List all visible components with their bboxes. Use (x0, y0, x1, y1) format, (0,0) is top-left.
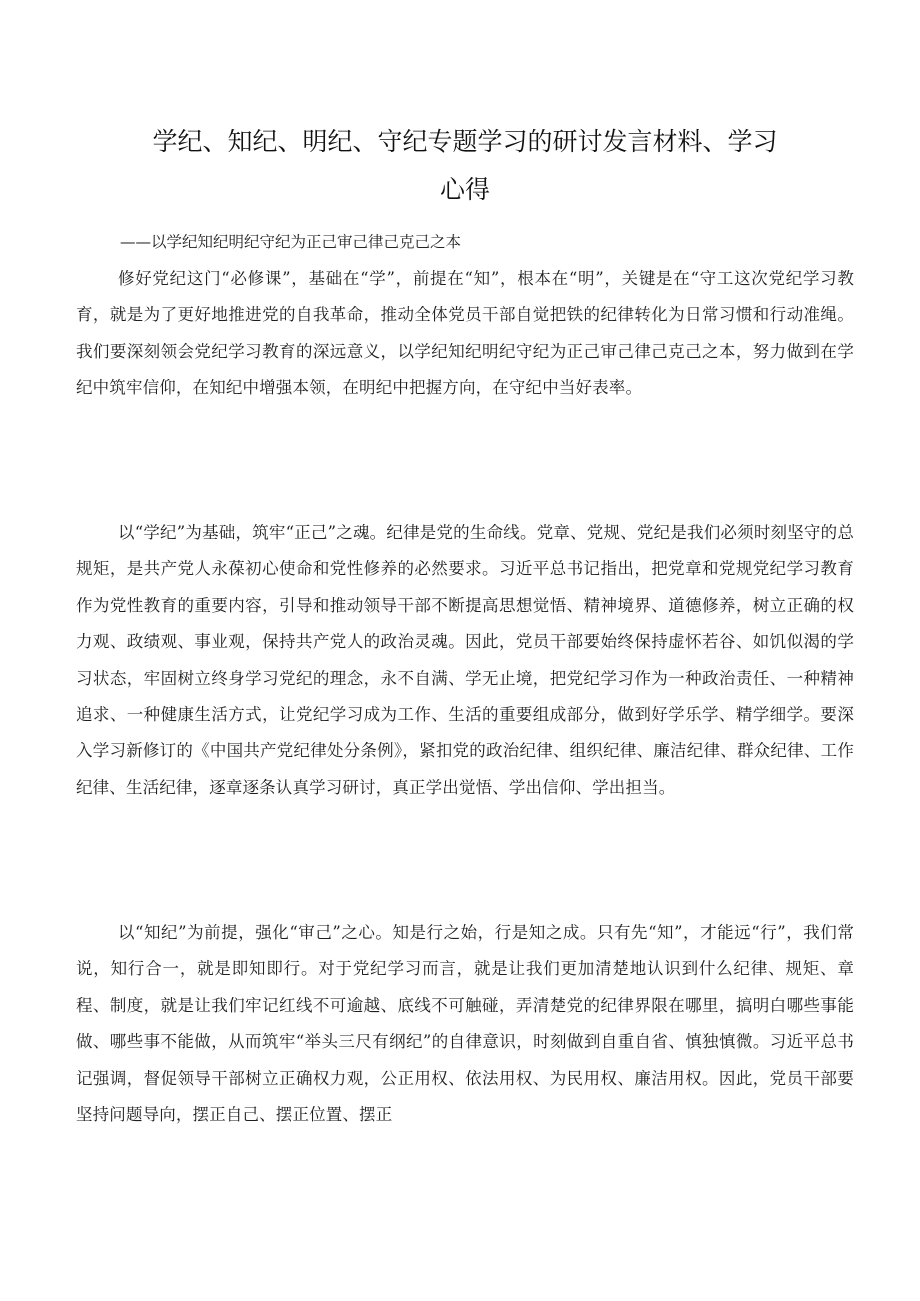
title-line-2: 心得 (439, 175, 490, 204)
paragraph-intro: 修好党纪这门“必修课”，基础在“学”，前提在“知”，根本在“明”，关键是在“守工这次党纪学习教育，就是为了更好地推进党的自我革命，推动全体党员干部自觉把铁的纪律转化为日常习惯和行动准绳。我们要深刻领会党纪学习教育的深远意义，以学纪知纪明纪守纪为正己审己律己克己之本，努力做到在学纪中筑牢信仰，在知纪中增强本领，在明纪中把握方向，在守纪中当好表率。 (76, 269, 854, 398)
paragraph-study-discipline: 以“学纪”为基础，筑牢“正己”之魂。纪律是党的生命线。党章、党规、党纪是我们必须时刻坚守的总规矩，是共产党人永葆初心使命和党性修养的必然要求。习近平总书记指出，把党章和党规党纪学习教育作为党性教育的重要内容，引导和推动领导干部不断提高思想觉悟、精神境界、道德修养，树立正确的权力观、政绩观、事业观，保持共产党人的政治灵魂。因此，党员干部要始终保持虚怀若谷、如饥似渴的学习状态，牢固树立终身学习党纪的理念，永不自满、学无止境，把党纪学习作为一种政治责任、一种精神追求、一种健康生活方式，让党纪学习成为工作、生活的重要组成部分，做到好学乐学、精学细学。要深入学习新修订的《中国共产党纪律处分条例》，紧扣党的政治纪律、组织纪律、廉洁纪律、群众纪律、工作纪律、生活纪律，逐章逐条认真学习研讨，真正学出觉悟、学出信仰、学出担当。 (76, 523, 854, 797)
document-subtitle: ——以学纪知纪明纪守纪为正己审己律己克己之本 (120, 233, 462, 251)
paragraph-know-discipline: 以“知纪”为前提，强化“审己”之心。知是行之始，行是知之成。只有先“知”，才能远“行”，我们常说，知行合一，就是即知即行。对于党纪学习而言，就是让我们更加清楚地认识到什么纪律、规矩、章程、制度，就是让我们牢记红线不可逾越、底线不可触碰，弄清楚党的纪律界限在哪里，搞明白哪些事能做、哪些事不能做，从而筑牢“举头三尺有纲纪”的自律意识，时刻做到自重自省、慎独慎微。习近平总书记强调，督促领导干部树立正确权力观，公正用权、依法用权、为民用权、廉洁用权。因此，党员干部要坚持问题导向，摆正自己、摆正位置、摆正 (76, 923, 854, 1125)
title-line-1: 学纪、知纪、明纪、守纪专题学习的研讨发言材料、学习 (152, 127, 778, 156)
document-title (120, 118, 810, 214)
